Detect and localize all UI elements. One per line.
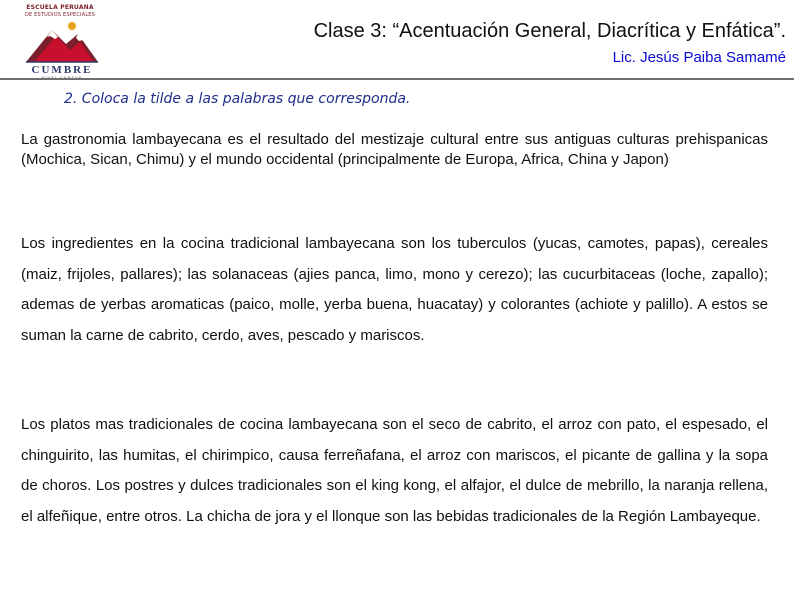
page-title: Clase 3: “Acentuación General, Diacrítica y Enfática”.	[313, 20, 786, 42]
mountain-logo-icon	[22, 20, 102, 64]
logo-school-subtitle: DE ESTUDIOS ESPECIALES	[24, 12, 96, 18]
school-logo	[12, 4, 100, 74]
paragraph-1: La gastronomia lambayecana es el resultado del mestizaje cultural entre sus antiguas culturas prehispanicas (Mochica, Sican, Chimu) y el mundo occidental (principalmente de Europa, Africa, China y Japon)	[21, 131, 768, 168]
paragraph-2: Los ingredientes en la cocina tradicional lambayecana son los tuberculos (yucas, camotes, papas), cereales (maiz, frijoles, pallares); las solanaceas (ajies panca, limo, mono y cerezo); las cucurbitaceas (loche, zapallo); ademas de yerbas aromaticas (paico, molle, yerba buena, huacatay) y colorantes (achiote y palillo). A estos se suman la carne de cabrito, cerdo, aves, pescado y mariscos.	[21, 235, 768, 344]
paragraph-3: Los platos mas tradicionales de cocina lambayecana son el seco de cabrito, el arroz con pato, el espesado, el chinguirito, las humitas, el chirimpico, causa ferreñafana, el arroz con mariscos, el picante de gallina y la sopa de choros. Los postres y dulces tradicionales son el king kong, el alfajor, el dulce de mebrillo, la naranja rellena, el alfeñique, entre otros. La chicha de jora y el llonque son las bebidas tradicionales de la Región Lambayeque.	[21, 416, 768, 525]
exercise-instruction: 2. Coloca la tilde a las palabras que corresponda.	[64, 91, 411, 107]
logo-brand-name: CUMBRE	[31, 64, 93, 76]
header-divider	[0, 78, 794, 80]
logo-school-name: ESCUELA PERUANA	[26, 4, 94, 11]
author-name: Lic. Jesús Paiba Samamé	[612, 49, 786, 66]
